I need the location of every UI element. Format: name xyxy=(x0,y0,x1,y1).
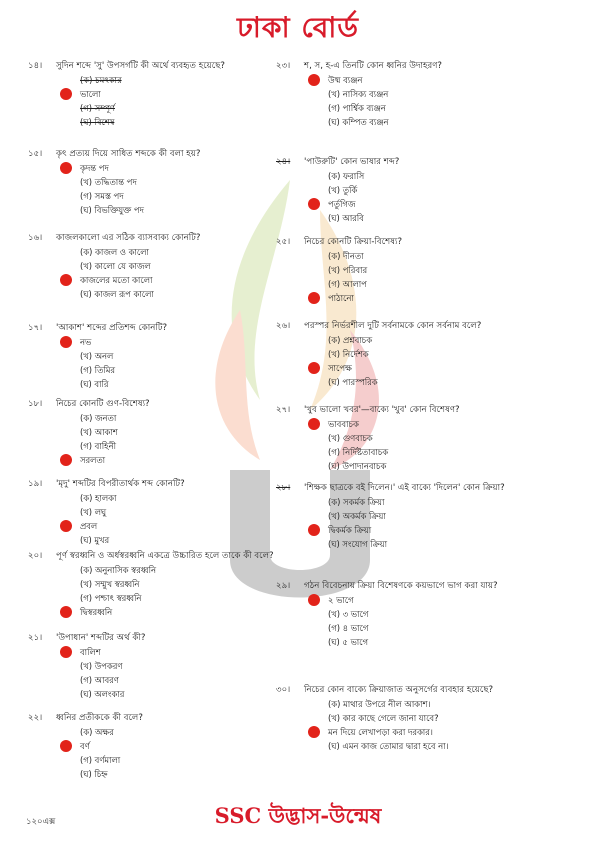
question-item xyxy=(276,320,574,389)
option-label: কৃদন্ত পদ xyxy=(80,163,109,173)
question-text: নিচের কোনটি গুণ-বিশেষ্য? xyxy=(56,399,150,409)
option-label: (গ) আলাপ xyxy=(328,279,367,289)
answer-marker-icon xyxy=(60,454,72,466)
option-label: (ঘ) অলংকার xyxy=(80,689,125,699)
option-label: কাজলের মতো কালো xyxy=(80,275,153,285)
option-label: (খ) অনল xyxy=(80,351,114,361)
option-label: (গ) নির্দিষ্টতাবাচক xyxy=(328,447,389,457)
correct-answer-option xyxy=(304,417,574,431)
question-number: ২২। xyxy=(28,713,43,723)
answer-option xyxy=(56,363,326,377)
answer-marker-icon xyxy=(308,362,320,374)
question-text: শ, স, হ-এ তিনটি কোন ধ্বনির উদাহরণ? xyxy=(304,61,442,71)
option-label: (ক) ফরাসি xyxy=(328,171,365,181)
answer-option xyxy=(56,349,326,363)
answer-marker-icon xyxy=(308,594,320,606)
question-number: ১৭। xyxy=(28,323,43,333)
option-label: বর্ণ xyxy=(80,741,90,751)
question-text: 'খুব ভালো খবর'—বাক্যে 'খুব' কোন বিশেষণ? xyxy=(304,405,460,415)
answer-option xyxy=(304,621,574,635)
option-label: (ঘ) আরবি xyxy=(328,213,364,223)
answer-option xyxy=(304,115,574,129)
answer-option xyxy=(304,495,574,509)
question-text: গঠন বিবেচনায় ক্রিয়া বিশেষণকে কয়ভাগে ভাগ করা যায়? xyxy=(304,581,498,591)
correct-answer-option xyxy=(304,725,574,739)
option-label: (ঘ) মুখর xyxy=(80,535,110,545)
option-label: (ঘ) সংযোগ ক্রিয়া xyxy=(328,539,388,549)
option-label: (গ) আবরণ xyxy=(80,675,119,685)
option-label: ভাববাচক xyxy=(328,419,359,429)
answer-option xyxy=(56,767,326,781)
question-item xyxy=(276,580,574,649)
option-label: ২ ভাগে xyxy=(328,595,354,605)
correct-answer-option xyxy=(56,335,326,349)
correct-answer-option xyxy=(56,739,326,753)
answer-option xyxy=(304,635,574,649)
question-text: 'শিক্ষক ছাত্রকে বই দিলেন।' এই বাক্যে 'দিলেন' কোন ক্রিয়া? xyxy=(304,483,505,493)
option-label: (খ) আকাশ xyxy=(80,427,118,437)
question-text: 'উপাধান' শব্দটির অর্থ কী? xyxy=(56,633,146,643)
option-label: (ঘ) বিশেষ xyxy=(80,117,115,127)
option-label: (খ) তুর্কি xyxy=(328,185,358,195)
option-label: (ঘ) এমন কাজ তোমার দ্বারা হবে না। xyxy=(328,741,449,751)
option-label: (ক) প্রশ্নবাচক xyxy=(328,335,373,345)
question-number: ২৭। xyxy=(276,405,291,415)
question-number: ১৯। xyxy=(28,479,43,489)
question-text: 'মৃদু' শব্দটির বিপরীতার্থক শব্দ কোনটি? xyxy=(56,479,185,489)
question-number: ২০। xyxy=(28,551,43,561)
correct-answer-option xyxy=(304,291,574,305)
answer-marker-icon xyxy=(308,74,320,86)
option-label: (গ) সম্পূর্ণ xyxy=(80,103,115,113)
question-item xyxy=(276,684,574,753)
answer-option xyxy=(56,659,326,673)
page-number: ১২০এক্স xyxy=(26,817,56,827)
answer-option xyxy=(56,591,326,605)
correct-answer-option xyxy=(304,593,574,607)
answer-option xyxy=(56,377,326,391)
option-label: (খ) নাসিক্য ব্যঞ্জন xyxy=(328,89,389,99)
answer-option xyxy=(56,115,326,129)
question-text: পরস্পর নির্ভরশীল দুটি সর্বনামকে কোন সর্বনাম বলে? xyxy=(304,321,482,331)
answer-marker-icon xyxy=(308,524,320,536)
option-label: (ঘ) চিহ্ন xyxy=(80,769,108,779)
answer-option xyxy=(304,445,574,459)
option-label: (ক) জনতা xyxy=(80,413,117,423)
answer-marker-icon xyxy=(60,336,72,348)
answer-option xyxy=(56,505,326,519)
question-number: ১৪। xyxy=(28,61,43,71)
answer-marker-icon xyxy=(308,726,320,738)
option-label: সাপেক্ষ xyxy=(328,363,352,373)
option-label: (খ) লঘু xyxy=(80,507,107,517)
option-label: (ঘ) বিভক্তিযুক্ত পদ xyxy=(80,205,144,215)
option-label: (ক) সকর্মক ক্রিয়া xyxy=(328,497,385,507)
answer-marker-icon xyxy=(308,198,320,210)
question-item xyxy=(28,712,326,781)
answer-option xyxy=(304,249,574,263)
correct-answer-option xyxy=(304,197,574,211)
option-label: সরলতা xyxy=(80,455,106,465)
question-number: ৩০। xyxy=(276,685,291,695)
answer-option xyxy=(56,725,326,739)
answer-option xyxy=(304,101,574,115)
option-label: (গ) সমস্ত পদ xyxy=(80,191,124,201)
answer-option xyxy=(304,169,574,183)
answer-option xyxy=(56,189,326,203)
option-label: দ্বিস্বরধ্বনি xyxy=(80,607,113,617)
answer-marker-icon xyxy=(60,606,72,618)
question-text: কৃৎ প্রত্যয় দিয়ে সাধিত শব্দকে কী বলা হয়? xyxy=(56,149,201,159)
answer-option xyxy=(56,287,326,301)
answer-marker-icon xyxy=(308,292,320,304)
option-label: (ক) চমৎকার xyxy=(80,75,122,85)
answer-option xyxy=(304,375,574,389)
answer-option xyxy=(304,509,574,523)
question-number: ২৫। xyxy=(276,237,291,247)
question-number: ২৪। xyxy=(276,157,291,167)
option-label: উষ্ম ব্যঞ্জন xyxy=(328,75,363,85)
answer-marker-icon xyxy=(60,646,72,658)
answer-marker-icon xyxy=(60,740,72,752)
option-label: (খ) উপকরণ xyxy=(80,661,123,671)
answer-option xyxy=(304,459,574,473)
option-label: (ক) কাজল ও কালো xyxy=(80,247,149,257)
answer-option xyxy=(56,203,326,217)
option-label: (গ) পার্শ্বিক ব্যঞ্জন xyxy=(328,103,386,113)
correct-answer-option xyxy=(56,605,326,619)
question-text: নিচের কোন বাক্যে ক্রিয়াজাত অনুসর্গের ব্যবহার হয়েছে? xyxy=(304,685,494,695)
page-title: ঢাকা বোর্ড xyxy=(236,11,360,44)
option-label: (খ) তদ্ধিতান্ত পদ xyxy=(80,177,137,187)
correct-answer-option xyxy=(304,361,574,375)
question-text: 'পাউরুটি' কোন ভাষার শব্দ? xyxy=(304,157,400,167)
correct-answer-option xyxy=(56,87,326,101)
option-label: (ক) মাথার উপরে নীল আকাশ। xyxy=(328,699,431,709)
answer-option xyxy=(56,73,326,87)
option-label: (গ) বাহিনী xyxy=(80,441,116,451)
question-text: ধ্বনির প্রতীককে কী বলে? xyxy=(56,713,143,723)
option-label: পর্তুগিজ xyxy=(328,199,356,209)
answer-option xyxy=(304,333,574,347)
correct-answer-option xyxy=(56,645,326,659)
correct-answer-option xyxy=(304,523,574,537)
answer-marker-icon xyxy=(60,274,72,286)
option-label: (ক) হালকা xyxy=(80,493,117,503)
option-label: (খ) ৩ ভাগে xyxy=(328,609,369,619)
option-label: প্রবল xyxy=(80,521,98,531)
answer-marker-icon xyxy=(60,520,72,532)
correct-answer-option xyxy=(56,519,326,533)
question-item xyxy=(276,404,574,473)
answer-option xyxy=(304,263,574,277)
answer-marker-icon xyxy=(60,162,72,174)
answer-marker-icon xyxy=(308,418,320,430)
option-label: (ক) দীনতা xyxy=(328,251,364,261)
option-label: দ্বিকর্মক ক্রিয়া xyxy=(328,525,372,535)
option-label: মন দিয়ে লেখাপড়া করা দরকার। xyxy=(328,727,433,737)
option-label: (খ) সম্মুখ স্বরধ্বনি xyxy=(80,579,140,589)
option-label: (খ) পরিবার xyxy=(328,265,368,275)
option-label: (ঘ) উপাদানবাচক xyxy=(328,461,387,471)
option-label: (খ) অকর্মক ক্রিয়া xyxy=(328,511,386,521)
question-item xyxy=(276,236,574,305)
answer-option xyxy=(56,101,326,115)
option-label: (গ) বর্ণমালা xyxy=(80,755,121,765)
question-number: ২১। xyxy=(28,633,43,643)
question-number: ১৬। xyxy=(28,233,43,243)
option-label: বালিশ xyxy=(80,647,101,657)
question-number: ২৮। xyxy=(276,483,291,493)
option-label: (গ) পশ্চাৎ স্বরধ্বনি xyxy=(80,593,142,603)
question-text: নিচের কোনটি ক্রিয়া-বিশেষ্য? xyxy=(304,237,403,247)
question-number: ১৮। xyxy=(28,399,43,409)
option-label: ভালো xyxy=(80,89,101,99)
option-label: (ঘ) কম্পিত ব্যঞ্জন xyxy=(328,117,389,127)
option-label: (ঘ) ৫ ভাগে xyxy=(328,637,368,647)
correct-answer-option xyxy=(304,73,574,87)
answer-option xyxy=(304,211,574,225)
question-item xyxy=(276,60,574,129)
question-item xyxy=(276,482,574,551)
answer-option xyxy=(304,607,574,621)
option-label: (খ) কার কাছে গেলে জানা যাবে? xyxy=(328,713,439,723)
option-label: (ঘ) বারি xyxy=(80,379,109,389)
answer-option xyxy=(56,439,326,453)
answer-option xyxy=(56,533,326,547)
option-label: নভ xyxy=(80,337,92,347)
answer-marker-icon xyxy=(60,88,72,100)
answer-option xyxy=(304,347,574,361)
option-label: (ঘ) কাজল রূপ কালো xyxy=(80,289,154,299)
answer-option xyxy=(304,183,574,197)
option-label: (ঘ) পারস্পরিক xyxy=(328,377,378,387)
question-number: ২৬। xyxy=(276,321,291,331)
question-number: ২৩। xyxy=(276,61,291,71)
option-label: (ক) অনুনাসিক স্বরধ্বনি xyxy=(80,565,156,575)
answer-option xyxy=(304,87,574,101)
question-text: কাজলকালো এর সঠিক ব্যাসবাক্য কোনটি? xyxy=(56,233,201,243)
option-label: (গ) ৪ ভাগে xyxy=(328,623,369,633)
answer-option xyxy=(304,537,574,551)
question-text: 'আকাশ' শব্দের প্রতিশব্দ কোনটি? xyxy=(56,323,168,333)
answer-option xyxy=(304,739,574,753)
option-label: (খ) গুণবাচক xyxy=(328,433,373,443)
option-label: (গ) তিমির xyxy=(80,365,116,375)
option-label: (খ) নির্দেশক xyxy=(328,349,369,359)
answer-option xyxy=(56,753,326,767)
question-item xyxy=(276,156,574,225)
answer-option xyxy=(56,259,326,273)
question-text: পূর্ণ স্বরধ্বনি ও অর্ধস্বরধ্বনি একত্রে উচ্চারিত হলে তাকে কী বলে? xyxy=(56,551,274,561)
question-number: ২৯। xyxy=(276,581,291,591)
answer-option xyxy=(56,425,326,439)
footer-brand-title: SSC উদ্ভাস-উন্মেষ xyxy=(214,803,382,828)
question-text: সুদিন শব্দে 'সু' উপসর্গটি কী অর্থে ব্যবহৃত হয়েছে? xyxy=(56,61,225,71)
answer-option xyxy=(56,563,326,577)
correct-answer-option xyxy=(56,453,326,467)
option-label: (খ) কালো যে কাজল xyxy=(80,261,151,271)
answer-option xyxy=(304,697,574,711)
answer-option xyxy=(56,175,326,189)
option-label: পাঠানো xyxy=(328,293,354,303)
question-number: ১৫। xyxy=(28,149,43,159)
correct-answer-option xyxy=(56,273,326,287)
answer-option xyxy=(304,431,574,445)
option-label: (ক) অক্ষর xyxy=(80,727,114,737)
answer-option xyxy=(304,277,574,291)
answer-option xyxy=(304,711,574,725)
